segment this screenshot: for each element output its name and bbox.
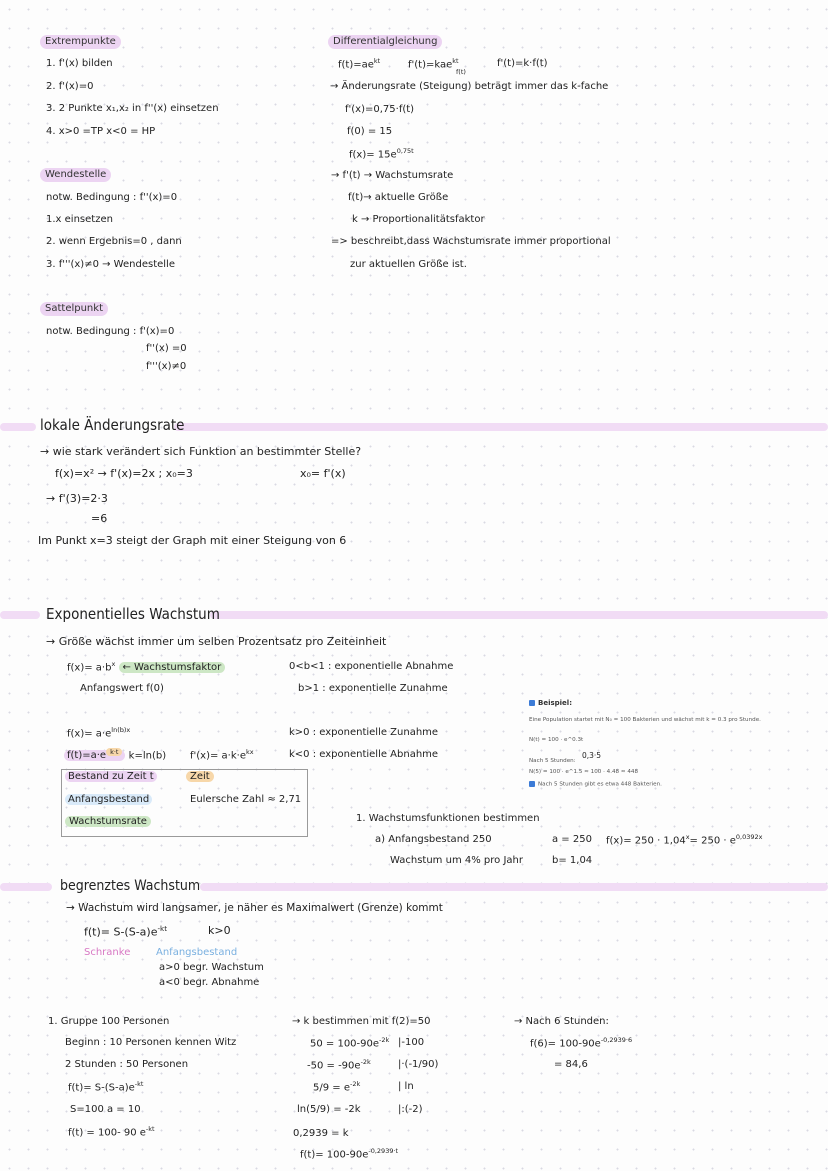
begr-a-condition-1: a>0 begr. Wachstum — [159, 962, 264, 973]
legend-eulersche-zahl: Eulersche Zahl ≈ 2,71 — [190, 794, 302, 805]
expo-k-condition-1: k>0 : exponentielle Zunahme — [289, 727, 439, 738]
expo-formula-3: f(t)=a·e $^{k\cdot t}$ k=ln(b) — [64, 749, 166, 761]
wende-line-3: 2. wenn Ergebnis=0 , dann — [46, 236, 182, 247]
expo-formula-3-derivative: $f'(x)= a\cdot k\cdot e^{kx}$ — [190, 748, 254, 762]
begr-k-step-4-op: |:(-2) — [398, 1104, 423, 1115]
begr-a-condition-2: a<0 begr. Abnahme — [159, 977, 260, 988]
lokal-equation-1b: x₀= f'(x) — [300, 467, 346, 480]
example-card-line-1: Eine Population startet mit N₀ = 100 Bakterien und wächst mit k = 0.3 pro Stunde. — [529, 717, 761, 723]
diff-def-2: f(t)→ aktuelle Größe — [348, 192, 449, 203]
lokale-aenderungsrate-heading: lokale Änderungsrate — [40, 416, 185, 434]
sattelpunkt-heading: Sattelpunkt — [40, 302, 108, 316]
begr-task-line-1: 1. Gruppe 100 Personen — [48, 1016, 170, 1027]
expo-formula-2: $f(x)= a\cdot e^{ln(b)x}$ — [67, 726, 131, 740]
lokal-equation-3: =6 — [91, 512, 108, 525]
begrenztes-wachstum-heading: begrenztes Wachstum — [60, 878, 201, 894]
begr-k-step-3: $5/9 = e^{-2k}$ — [313, 1080, 361, 1094]
begr-formula: $f(t)= S-(S-a)e^{-kt}$ — [84, 924, 167, 939]
begr-k-step-5: 0,2939 = k — [293, 1128, 349, 1139]
expo-task-a3: $f(x)= 250 \cdot 1,04^x= 250 \cdot e^{0,0392x}$ — [606, 833, 763, 847]
begr-k-step-2: $-50 = -90e^{-2k}$ — [307, 1058, 371, 1072]
section-bar-right-2 — [210, 611, 828, 619]
begr-k-heading: → k bestimmen mit f(2)=50 — [292, 1016, 431, 1027]
extrempunkte-heading: Extrempunkte — [40, 35, 121, 49]
example-card-line-3: Nach 5 Stunden: — [529, 758, 576, 764]
example-card-line-4: N(5) = 100 · e^1.5 ≈ 100 · 4.48 ≈ 448 — [529, 769, 639, 775]
legend-zeit: Zeit — [186, 771, 214, 782]
extrem-line-4: 4. x>0 =TP x<0 = HP — [46, 126, 156, 137]
expo-task-a: a) Anfangsbestand 250 — [375, 834, 492, 845]
begr-task-line-2: Beginn : 10 Personen kennen Witz — [65, 1037, 237, 1048]
expo-intro: → Größe wächst immer um selben Prozentsatz pro Zeiteinheit — [46, 635, 387, 648]
extrem-line-1: 1. f'(x) bilden — [46, 58, 113, 69]
begr-k-step-4: ln(5/9) = -2k — [297, 1104, 361, 1115]
begr-label-anfangsbestand: Anfangsbestand — [156, 947, 238, 958]
diff-def-3: k → Proportionalitätsfaktor — [352, 214, 485, 225]
begr-task-line-6: f(t) = 100- 90 $e^{-kt}$ — [68, 1125, 155, 1139]
wende-line-2: 1.x einsetzen — [46, 214, 113, 225]
sattel-line-2: f''(x) =0 — [146, 343, 187, 354]
diff-example-2: f(0) = 15 — [347, 126, 393, 137]
diff-formula-2: f'(t)=kae$^{kt}$ — [408, 57, 459, 71]
expo-task-title: 1. Wachstumsfunktionen bestimmen — [356, 813, 540, 824]
lokal-equation-2: → f'(3)=2·3 — [46, 492, 108, 505]
section-bar-left-3 — [0, 883, 52, 891]
section-bar-left — [0, 423, 36, 431]
begr-label-schranke: Schranke — [84, 947, 131, 958]
begr-k-step-1-op: |-100 — [398, 1037, 425, 1048]
arrow-right-icon — [529, 781, 535, 787]
begr-k-step-3-op: | ln — [398, 1081, 414, 1092]
legend-bestand: Bestand zu Zeit t — [65, 771, 157, 782]
lokal-equation-1: f(x)=x² → f'(x)=2x ; x₀=3 — [55, 467, 193, 480]
diff-conclusion-1: => beschreibt,dass Wachstumsrate immer proportional — [331, 236, 611, 247]
diff-example-3: $f(x)= 15e^{0,75t}$ — [349, 147, 414, 161]
extrem-line-3: 3. 2 Punkte x₁,x₂ in f''(x) einsetzen — [46, 103, 219, 114]
expo-b-condition-1: 0<b<1 : exponentielle Abnahme — [289, 661, 454, 672]
begr-result-formula: $f(6)= 100-90e^{-0,2939\cdot 6}$ — [530, 1036, 633, 1050]
begr-result-heading: → Nach 6 Stunden: — [514, 1016, 609, 1027]
sattel-line-3: f'''(x)≠0 — [146, 361, 187, 372]
legend-wachstumsrate: Wachstumsrate — [65, 816, 151, 827]
diff-example-1: f'(x)=0,75·f(t) — [345, 104, 415, 115]
sattel-line-1: notw. Bedingung : f'(x)=0 — [46, 326, 175, 337]
book-icon — [529, 700, 535, 706]
begr-k-step-1: $50 = 100-90e^{-2k}$ — [310, 1036, 390, 1050]
expo-task-b: Wachstum um 4% pro Jahr — [390, 855, 523, 866]
expo-task-a2: a = 250 — [552, 834, 592, 845]
diff-formula-3: f'(t)=k·f(t) — [497, 58, 548, 69]
begr-task-line-4: $f(t)= S-(S-a)e^{-kt}$ — [68, 1080, 144, 1094]
exponentielles-wachstum-heading: Exponentielles Wachstum — [46, 605, 220, 623]
wende-line-1: notw. Bedingung : f''(x)=0 — [46, 192, 178, 203]
section-bar-right-3 — [200, 883, 828, 891]
section-bar-left-2 — [0, 611, 40, 619]
diff-rate-line: → Änderungsrate (Steigung) beträgt immer das k-fache — [330, 81, 609, 92]
diff-formula-2-under: f(t) — [456, 68, 466, 76]
begr-result-value: = 84,6 — [554, 1059, 588, 1070]
example-card-line-5: Nach 5 Stunden gibt es etwa 448 Bakterien. — [529, 781, 662, 788]
diff-formula-1: $f(t)=ae^{kt}$ — [338, 57, 381, 71]
begr-k-condition: k>0 — [208, 924, 231, 937]
begr-k-step-2-op: |·(-1/90) — [398, 1059, 439, 1070]
diff-conclusion-2: zur aktuellen Größe ist. — [350, 259, 467, 270]
expo-task-b2: b= 1,04 — [552, 855, 593, 866]
lokal-conclusion: Im Punkt x=3 steigt der Graph mit einer Steigung von 6 — [38, 534, 347, 547]
extrem-line-2: 2. f'(x)=0 — [46, 81, 94, 92]
expo-formula-1: $f(x)= a\cdot b^x$ ← Wachstumsfaktor — [67, 661, 225, 673]
begr-intro: → Wachstum wird langsamer, je näher es Maximalwert (Grenze) kommt — [66, 902, 443, 914]
wende-line-4: 3. f'''(x)≠0 → Wendestelle — [46, 259, 175, 270]
expo-formula-1-sub: Anfangswert f(0) — [80, 683, 164, 694]
legend-anfangsbestand: Anfangsbestand — [65, 794, 152, 805]
begr-task-line-5: S=100 a = 10 — [70, 1104, 141, 1115]
expo-k-condition-2: k<0 : exponentielle Abnahme — [289, 749, 439, 760]
begr-task-line-3: 2 Stunden : 50 Personen — [65, 1059, 189, 1070]
example-card-title: Beispiel: — [529, 699, 572, 707]
wendestelle-heading: Wendestelle — [40, 168, 111, 182]
section-bar-right — [174, 423, 828, 431]
diff-def-1: → f'(t) → Wachstumsrate — [331, 170, 454, 181]
lokal-question: → wie stark verändert sich Funktion an bestimmter Stelle? — [40, 445, 362, 458]
expo-b-condition-2: b>1 : exponentielle Zunahme — [298, 683, 448, 694]
differentialgleichung-heading: Differentialgleichung — [328, 35, 442, 49]
example-card-note: 0,3·5 — [582, 751, 602, 760]
example-card-line-2: N(t) = 100 · e^0.3t — [529, 737, 584, 743]
begr-k-step-6: $f(t)= 100-90e^{-0,2939\cdot t}$ — [300, 1147, 399, 1161]
